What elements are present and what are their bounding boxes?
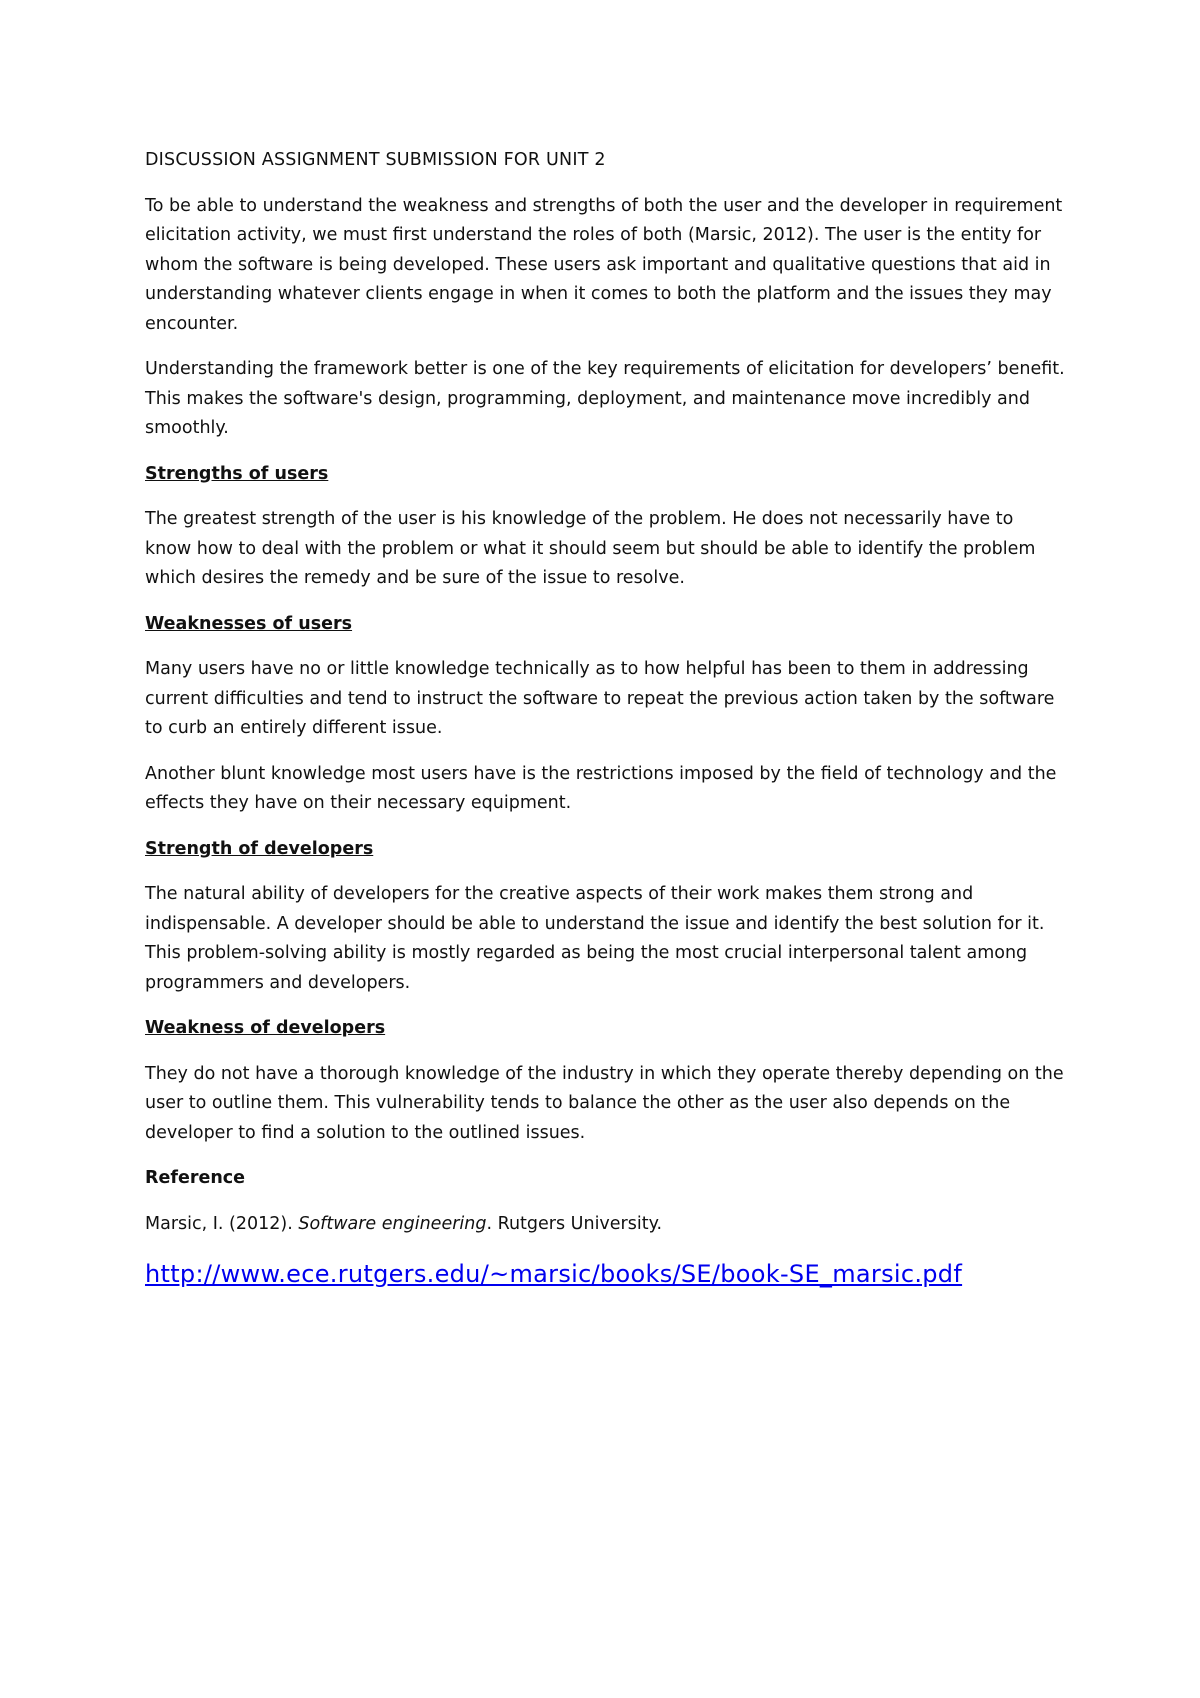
citation-authors-year: Marsic, I. (2012). bbox=[145, 1213, 299, 1234]
section-heading-weaknesses-of-users: Weaknesses of users bbox=[145, 613, 353, 634]
intro-paragraph-2: Understanding the framework better is one of the key requirements of elicitation for developers’ benefit. This makes the software's design, programming, deployment, and maintenance move incredibly and smoothly. bbox=[145, 359, 1065, 438]
document-body bbox=[145, 146, 1065, 1293]
strength-of-developers-paragraph: The natural ability of developers for the creative aspects of their work makes them strong and indispensable. A developer should be able to understand the issue and identify the best solution for it. This problem-solving ability is mostly regarded as being the most crucial interpersonal talent among programmers and developers. bbox=[145, 884, 1045, 993]
citation-title: Software engineering bbox=[298, 1213, 487, 1234]
section-heading-strength-of-developers: Strength of developers bbox=[145, 838, 374, 859]
reference-citation bbox=[145, 1210, 1065, 1240]
section-heading-strengths-of-users: Strengths of users bbox=[145, 463, 329, 484]
citation-publisher: . Rutgers University. bbox=[486, 1213, 663, 1234]
reference-link[interactable]: http://www.ece.rutgers.edu/~marsic/books/SE/book-SE_marsic.pdf bbox=[145, 1260, 963, 1288]
section-heading-weakness-of-developers: Weakness of developers bbox=[145, 1018, 386, 1038]
weaknesses-of-users-paragraph-2: Another blunt knowledge most users have is the restrictions imposed by the field of technology and the effects they have on their necessary equipment. bbox=[145, 763, 1057, 813]
document-title: DISCUSSION ASSIGNMENT SUBMISSION FOR UNIT 2 bbox=[145, 150, 606, 170]
weaknesses-of-users-paragraph-1: Many users have no or little knowledge technically as to how helpful has been to them in addressing current difficulties and tend to instruct the software to repeat the previous action taken by the software to curb an entirely different issue. bbox=[145, 659, 1055, 738]
strengths-of-users-paragraph: The greatest strength of the user is his knowledge of the problem. He does not necessarily have to know how to deal with the problem or what it should seem but should be able to identify the problem which desires the remedy and be sure of the issue to resolve. bbox=[145, 509, 1036, 588]
intro-paragraph-1: To be able to understand the weakness and strengths of both the user and the developer in requirement elicitation activity, we must first understand the roles of both (Marsic, 2012). The user is the entity for whom the software is being developed. These users ask important and qualitative questions that aid in understanding whatever clients engage in when it comes to both the platform and the issues they may encounter. bbox=[145, 195, 1063, 334]
weakness-of-developers-paragraph: They do not have a thorough knowledge of the industry in which they operate thereby depending on the user to outline them. This vulnerability tends to balance the other as the user also depends on the developer to find a solution to the outlined issues. bbox=[145, 1063, 1064, 1143]
reference-heading: Reference bbox=[145, 1168, 246, 1188]
